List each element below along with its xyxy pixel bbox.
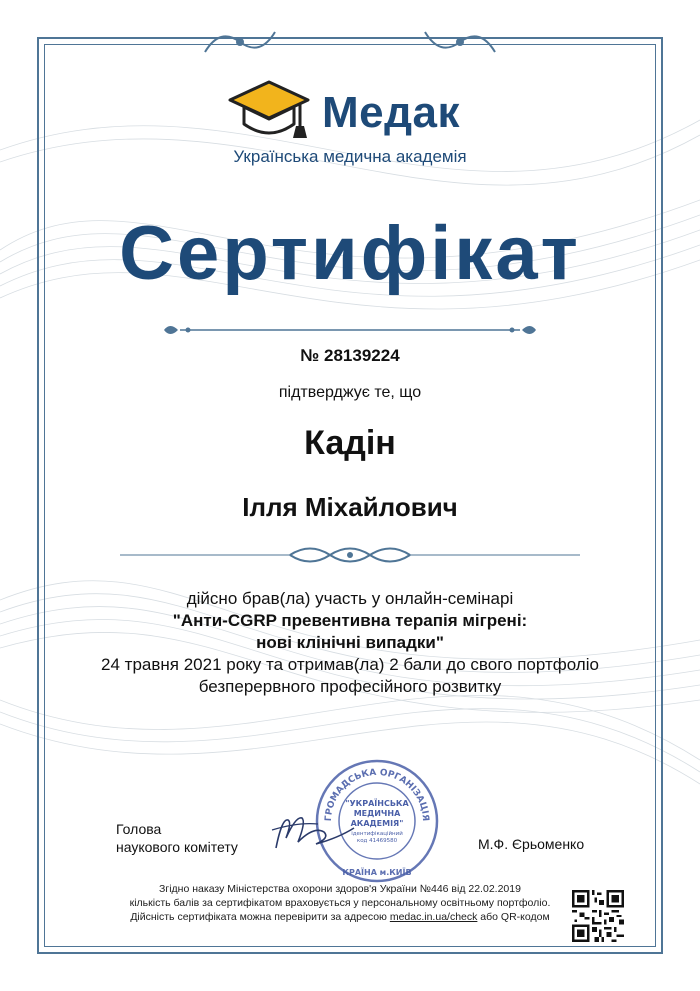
footer-line3-suffix: або QR-кодом — [477, 911, 550, 923]
certificate-body — [0, 588, 700, 698]
certificate-title: Сертифікат — [119, 211, 581, 296]
certificate-number: № 28139224 — [300, 346, 400, 365]
confirm-text: підтверджує те, що — [278, 384, 422, 401]
verify-link[interactable]: medac.in.ua/check — [389, 911, 478, 923]
brand-name: Медак — [322, 88, 461, 137]
footer-line3-prefix: Дійсність сертифіката можна перевірити за адресою — [130, 911, 390, 923]
stamp-outer-text: ГРОМАДСЬКА ОРГАНІЗАЦІЯ — [323, 767, 431, 822]
handwritten-signature — [268, 808, 358, 858]
role-line2: наукового комітету — [116, 839, 238, 855]
participation-text: дійсно брав(ла) участь у онлайн-семінарі — [186, 589, 514, 608]
signatory-role — [116, 820, 238, 856]
qr-code-icon[interactable] — [572, 890, 624, 942]
date-line: 24 травня 2021 року та отримав(ла) 2 бали до свого портфоліо — [101, 655, 599, 674]
stamp-center-line2: МЕДИЧНА — [353, 809, 401, 818]
divider-ornament — [160, 318, 540, 342]
stamp-center-line3: АКАДЕМІЯ" — [350, 819, 404, 828]
footer-notes — [60, 882, 620, 924]
role-line1: Голова — [116, 821, 162, 837]
footer-line1: Згідно наказу Міністерства охорони здоров'я України №446 від 22.02.2019 — [159, 883, 521, 895]
recipient-given-names: Ілля Міхайлович — [242, 492, 458, 522]
graduation-cap-icon — [228, 80, 310, 142]
footer-line3 — [60, 910, 620, 924]
recipient-surname: Кадін — [304, 424, 396, 462]
stamp-center-line1: "УКРАЇНСЬКА — [345, 799, 409, 808]
program-line: безперервного професійного розвитку — [198, 677, 502, 696]
top-ornament-icon — [200, 22, 280, 62]
stamp-center-line5: код 41469580 — [356, 838, 398, 844]
footer-line2: кількість балів за сертифікатом враховується у персональному освітньому портфоліо. — [129, 897, 551, 909]
brand-subtitle: Українська медична академія — [233, 147, 467, 166]
stamp-center-line4: ідентифікаційний — [351, 831, 403, 837]
signer-name: М.Ф. Єрьоменко — [478, 836, 585, 852]
seminar-title-line1: "Анти-CGRP превентивна терапія мігрені: — [172, 611, 528, 630]
seminar-title-line2: нові клінічні випадки" — [256, 633, 444, 652]
stamp-bottom-text: КРАЇНА м.КИЇВ — [342, 868, 412, 877]
name-divider-ornament — [120, 540, 580, 570]
top-ornament-icon — [420, 22, 500, 62]
